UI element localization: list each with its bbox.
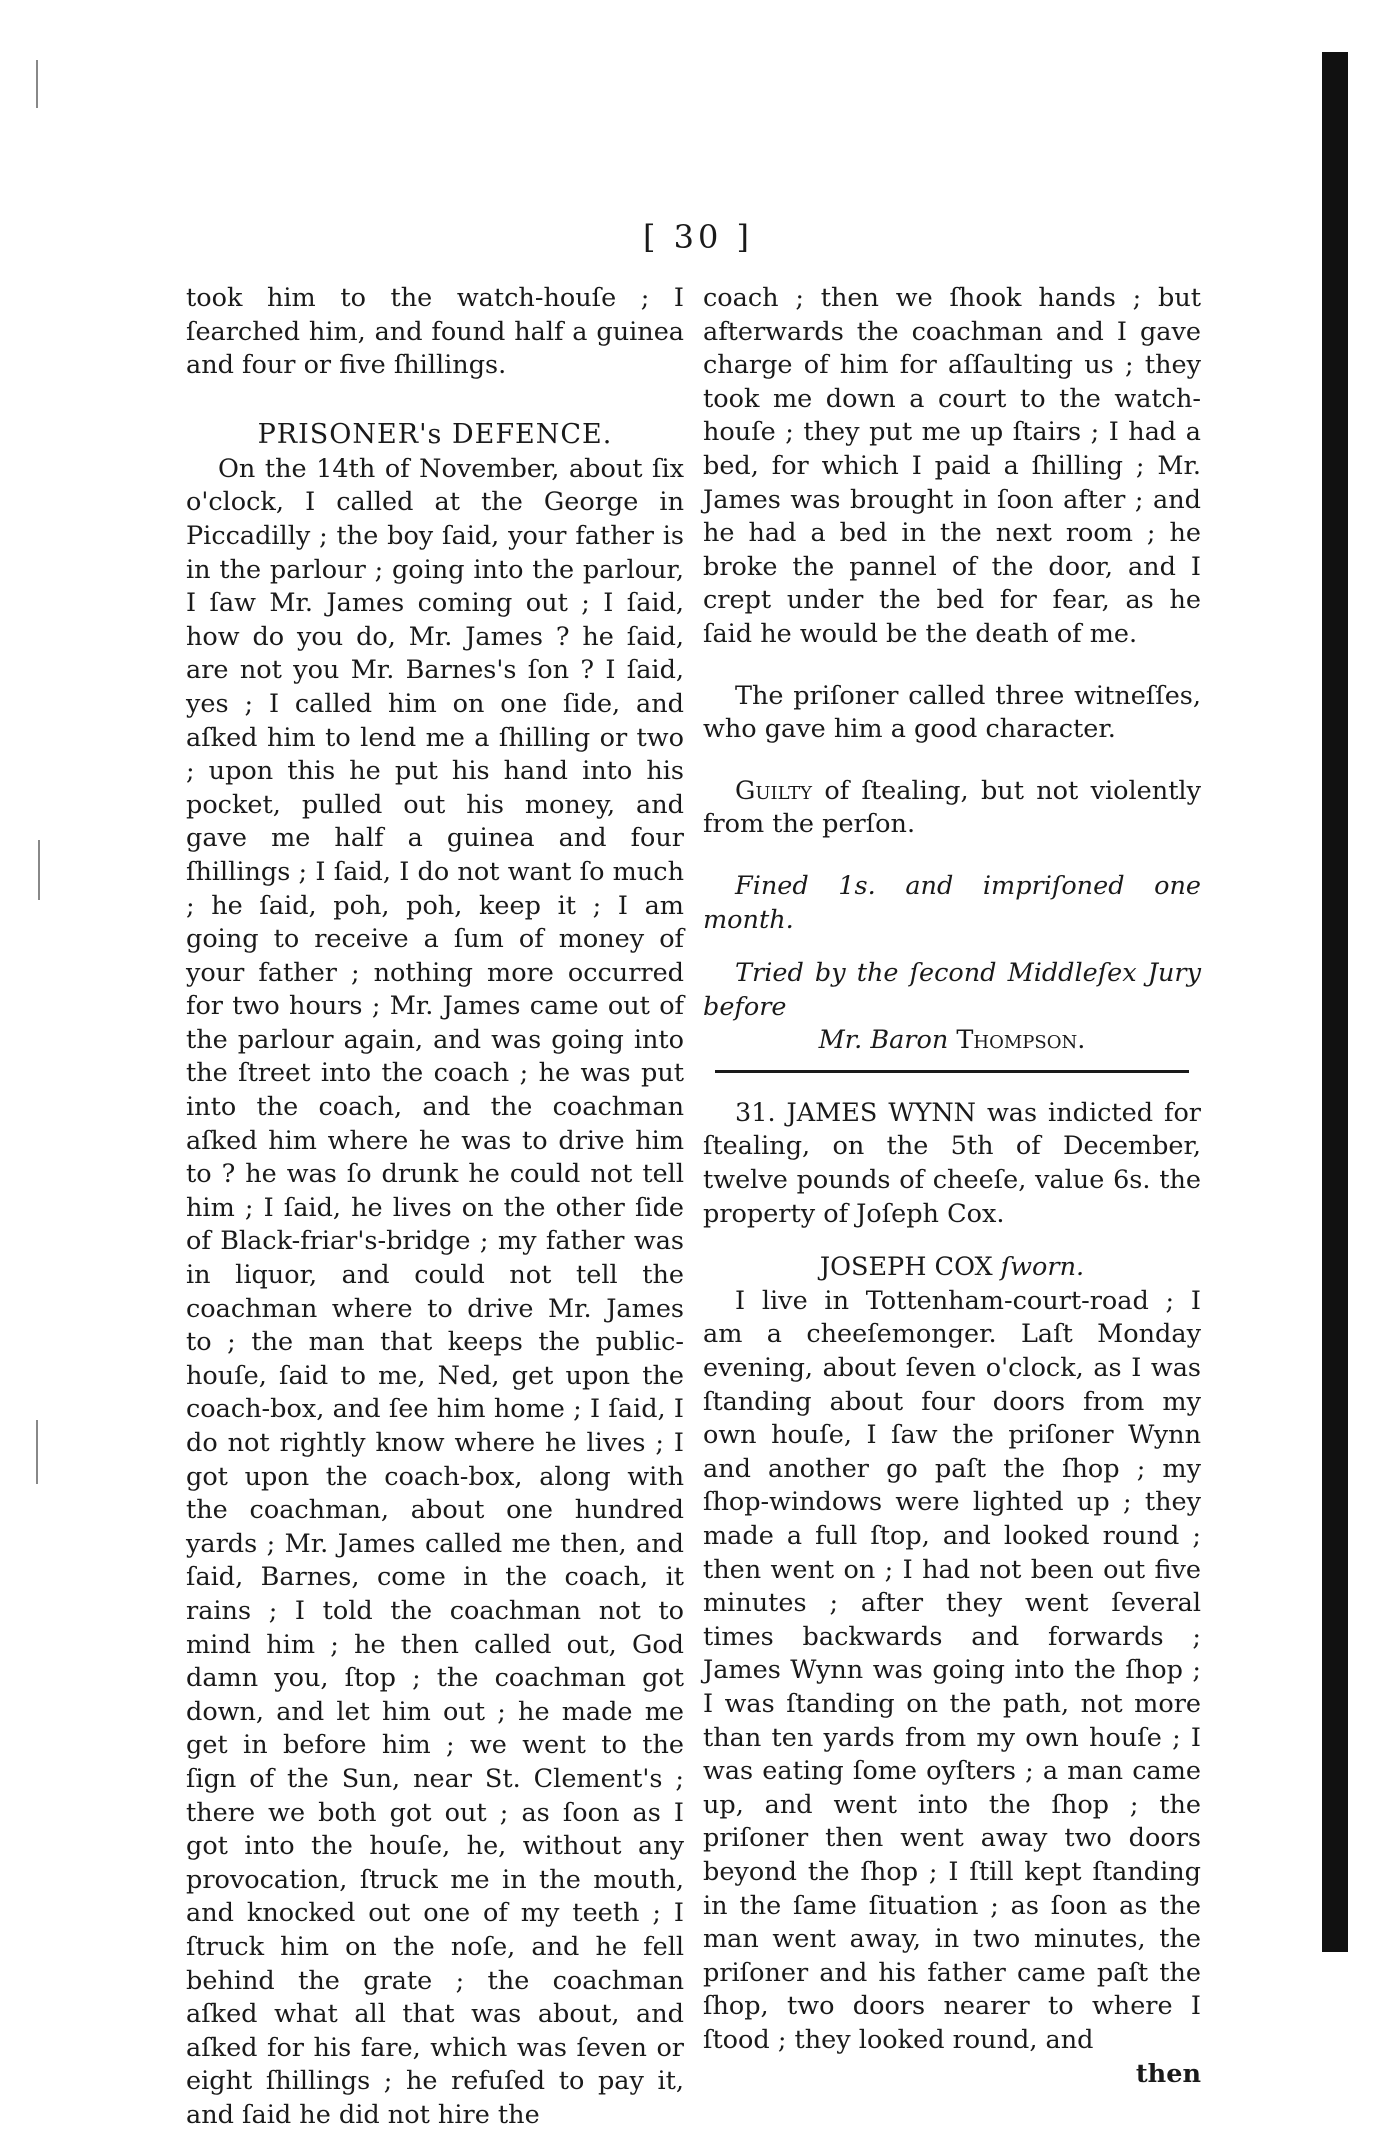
continued-paragraph: coach ; then we ſhook hands ; but afterwards the coachman and I gave charge of him for aſſaulting us ; they took me down a court to the watch-houſe ; they put me up ſtairs ; I had a bed, for which I paid a ſhilling ; Mr. James was brought in ſoon after ; and he had a bed in the next room ; he broke the pannel of the door, and I crept under the bed for fear, as he ſaid he would be the death of me. xyxy=(703,283,1201,649)
witness-heading xyxy=(703,1251,1201,1285)
verdict-paragraph xyxy=(703,775,1201,842)
defence-heading: PRISONER's DEFENCE. xyxy=(257,418,613,450)
case-paragraph: 31. JAMES WYNN was indicted for ſtealing, on the 5th of December, twelve pounds of cheeſe, value 6s. the property of Joſeph Cox. xyxy=(703,1097,1201,1229)
left-column xyxy=(186,282,684,2132)
testimony-paragraph: I live in Tottenham-court-road ; I am a cheeſemonger. Laſt Monday evening, about ſeven o'clock, as I was ſtanding about four doors from my own houſe, I ſaw the priſoner Wynn and another go paſt the ſhop ; my ſhop-windows were lighted up ; they made a full ſtop, and looked round ; then went on ; I had not been out five minutes ; after they went ſeveral times backwards and forwards ; James Wynn was going into the ſhop ; I was ſtanding on the path, not more than ten yards from my own houſe ; I was eating ſome oyſters ; a man came up, and went into the ſhop ; the priſoner then went away two doors beyond the ſhop ; I ſtill kept ſtanding in the ſame ſituation ; as ſoon as the man went away, in two minutes, the priſoner and his father came paſt the ſhop, two doors nearer to where I ſtood ; they looked round, and xyxy=(703,1285,1201,2055)
margin-mark xyxy=(36,1420,38,1484)
tried-judge-line xyxy=(703,1024,1201,1058)
margin-mark xyxy=(36,60,38,108)
opening-paragraph: took him to the watch-houſe ; I ſearched him, and found half a guinea and four or five ſhillings. xyxy=(186,283,684,381)
section-divider xyxy=(715,1070,1189,1073)
verdict-word: Guilty xyxy=(735,775,813,806)
verdict-rest: of ſtealing, but not violently from the perſon. xyxy=(703,775,1201,840)
tried-judge-prefix: Mr. Baron xyxy=(818,1025,949,1056)
witness-heading-sworn: ſworn. xyxy=(1000,1252,1085,1283)
catchword: then xyxy=(1135,2058,1201,2089)
witness-heading-name: JOSEPH COX xyxy=(819,1252,993,1283)
page-number: [ 30 ] xyxy=(642,218,754,256)
tried-judge-name: Thompson. xyxy=(956,1025,1086,1056)
margin-mark xyxy=(38,840,40,900)
witnesses-paragraph: The priſoner called three witneſſes, who gave him a good character. xyxy=(703,680,1201,745)
defence-paragraph: On the 14th of November, about ſix o'clock, I called at the George in Piccadilly ; the boy ſaid, your father is in the parlour ; going into the parlour, I ſaw Mr. James coming out ; I ſaid, how do you do, Mr. James ? he ſaid, are not you Mr. Barnes's ſon ? I ſaid, yes ; I called him on one ſide, and aſked him to lend me a ſhilling or two ; upon this he put his hand into his pocket, pulled out his money, and gave me half a guinea and four ſhillings ; I ſaid, I do not want ſo much ; he ſaid, poh, poh, keep it ; I am going to receive a ſum of money of your father ; nothing more occurred for two hours ; Mr. James came out of the parlour again, and was going into the ſtreet into the coach ; he was put into the coach, and the coachman aſked him where he was to drive him to ? he was ſo drunk he could not tell him ; I ſaid, he lives on the other ſide of Black-friar's-bridge ; my father was in liquor, and could not tell the coachman where to drive Mr. James to ; the man that keeps the public-houſe, ſaid to me, Ned, get upon the coach-box, and ſee him home ; I ſaid, I do not rightly know where he lives ; I got upon the coach-box, along with the coachman, about one hundred yards ; Mr. James called me then, and ſaid, Barnes, come in the coach, it rains ; I told the coachman not to mind him ; he then called out, God damn you, ſtop ; the coachman got down, and let him out ; he made me get in before him ; we went to the ſign of the Sun, near St. Clement's ; there we both got out ; as ſoon as I got into the houſe, he, without any provocation, ſtruck me in the mouth, and knocked out one of my teeth ; I ſtruck him on the noſe, and he fell behind the grate ; the coachman aſked what all that was about, and aſked for his fare, which was ſeven or eight ſhillings ; he refuſed to pay it, and ſaid he did not hire the xyxy=(186,453,684,2130)
sentence-line: Fined 1s. and impriſoned one month. xyxy=(703,870,1201,935)
tried-line: Tried by the ſecond Middleſex Jury before xyxy=(703,958,1201,1022)
right-column xyxy=(703,282,1201,2091)
book-spine-shadow xyxy=(1322,52,1348,1952)
